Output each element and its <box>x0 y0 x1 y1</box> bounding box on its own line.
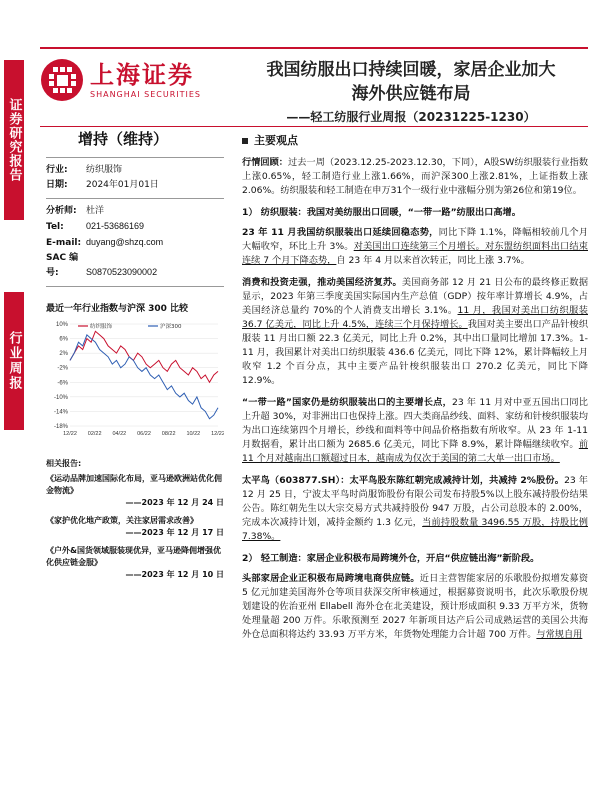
x-tick-label: 06/22 <box>137 431 151 437</box>
index-comparison-chart <box>46 314 224 444</box>
subsection-light-industry: 2） 轻工制造：家居企业积极布局跨境外仓，开启“供应链出海”新阶段。 <box>242 553 540 564</box>
x-tick-label: 12/22 <box>63 431 77 437</box>
logo-name-en: SHANGHAI SECURITIES <box>90 89 202 99</box>
related-report-title[interactable]: 《运动品牌加速国际化布局，亚马逊欧洲站优化佣金物流》 <box>46 474 222 495</box>
title-subtitle: ——轻工纺服行业周报（20231225-1230） <box>286 110 536 124</box>
divider <box>46 198 224 199</box>
subsection-textile: 1） 纺织服装：我国对美纺服出口回暖，“一带一路”纺服出口高增。 <box>242 207 521 218</box>
y-tick-label: -2% <box>57 365 68 372</box>
related-report-date: ——2023 年 12 月 24 日 <box>125 498 224 507</box>
y-tick-label: 2% <box>59 351 68 358</box>
sac-label: SAC 编号: <box>46 253 79 278</box>
main-content <box>242 134 588 650</box>
top-divider <box>40 47 588 49</box>
x-tick-label: 04/22 <box>112 431 127 437</box>
logo-mark-icon <box>40 58 84 102</box>
date-label: 日期: <box>46 180 68 190</box>
header-divider <box>40 126 588 127</box>
related-report-title[interactable]: 《家护优化地产政策，关注家居需求改善》 <box>46 516 198 525</box>
paragraph-belt-road: “一带一路”国家仍是纺织服装出口的主要增长点，23 年 11 月对中亚五国出口同比上升超 30%，对非洲出口也保持上涨。四大类商品纱线、面料、家纺和针梭织服装均为出口连续第四个月增长，纱线和面料等中间品价格指数有所收窄。从 23 年 1-11 月数据看，累计出口额为 2685.6 亿美元，同比下降 8.9%，累计降幅继续收窄。前 11 个月对越南出口额超过日本，越南成为仅次于美国的第二大单一出口市场。 <box>242 397 588 464</box>
x-tick-label: 02/22 <box>87 431 102 437</box>
report-title <box>236 58 586 125</box>
y-tick-label: 10% <box>55 322 68 328</box>
section-title: 主要观点 <box>242 134 588 148</box>
related-heading: 相关报告: <box>46 459 82 468</box>
paragraph-peacebird: 太平鸟（603877.SH）：太平鸟股东陈红朝完成减持计划，共减持 2%股份。23 年 12 月 25 日，宁波太平鸟时尚服饰股份有限公司发布持股5%以上股东减持股份结果公告。陈红朝先生以大宗交易方式共减持股份 947 万股，占公司总股本的 2.00%，完成本次减持计划，减持金额约 1.3 亿元，当前持股数量 3496.55 万股，持股比例 7.38%。 <box>242 475 588 542</box>
legend-label: 沪深300 <box>160 324 182 330</box>
divider <box>46 286 224 287</box>
date-value: 2024年01月01日 <box>86 180 159 190</box>
legend-label: 纺织服饰 <box>90 324 113 330</box>
sidebar <box>0 0 28 800</box>
rating: 增持（维持） <box>78 130 169 148</box>
report-category-label: 行业周报 <box>4 292 24 430</box>
meta-info <box>46 163 224 281</box>
divider <box>46 157 224 158</box>
related-report-date: ——2023 年 12 月 17 日 <box>125 528 224 537</box>
related-report-title[interactable]: 《户外&国货领域服装现优异，亚马逊降佣增强优化供应链金服》 <box>46 546 221 567</box>
email-link[interactable]: duyang@shzq.com <box>86 237 164 247</box>
title-line-1: 我国纺服出口持续回暖，家居企业加大 <box>266 60 556 80</box>
chart-title: 最近一年行业指数与沪深 300 比较 <box>46 304 189 314</box>
bullet-square-icon <box>242 138 248 144</box>
industry-label: 行业: <box>46 165 68 175</box>
x-tick-label: 12/22 <box>211 431 224 437</box>
analyst-label: 分析师: <box>46 206 77 216</box>
paragraph-us-economy: 消费和投资走强，推动美国经济复苏。美国商务部 12 月 21 日公布的最终修正数据显示，2023 年第三季度美国实际国内生产总值（GDP）按年率计算增长 4.9%，占美国经济总量约 70%的个人消费支出增长 3.1%。11 月，我国对美出口纺织服装 36.7 亿美元，同比上升 4.5%，连续三个月保持增长。我国对美主要出口产品针梭织服装 11 月出口额 22.3 亿美元，同比上升 0.2%，其中出口量同比增加 17.3%。1-11 月，我国累计对美出口纺织服装 436.6 亿美元，同比下降 12%，累计降幅较上月收窄 1.2 个百分点，其中主要产品针梭织服装出口 270.2 亿美元，同比下降 12.9%。 <box>242 277 589 386</box>
title-line-2: 海外供应链布局 <box>351 84 471 104</box>
tel-value: 021-53686169 <box>86 221 145 231</box>
y-tick-label: -14% <box>53 409 68 416</box>
paragraph-market-review: 行情回顾：过去一周（2023.12.25-2023.12.30，下同），A股SW纺织服装行业指数上涨0.65%，轻工制造行业上涨1.66%，而沪深300上涨2.81%，上证指数上涨2.06%。纺织服装和轻工制造在申万31个一级行业中涨幅分别为第26位和第19位。 <box>242 157 589 196</box>
left-column <box>46 128 224 587</box>
analyst-name: 杜洋 <box>86 206 105 216</box>
x-tick-label: 08/22 <box>161 431 176 437</box>
report-type-label: 证券研究报告 <box>4 60 24 220</box>
paragraph-export: 23 年 11 月我国纺织服装出口延续回稳态势，同比下降 1.1%，降幅相较前几个月大幅收窄，环比上升 3%。对美国出口连续第三个月增长。对东盟纺织面料出口结束连续 7 个月下降态势，自 23 年 4 月以来首次转正，同比上涨 3.7%。 <box>242 227 589 266</box>
company-logo <box>40 58 201 102</box>
series-line <box>70 335 218 419</box>
related-report-date: ——2023 年 12 月 10 日 <box>125 570 224 579</box>
paragraph-home-furnishing: 头部家居企业正积极布局跨境电商供应链。近日主营智能家居的乐歌股份拟增发募资 5 亿元加建美国海外仓等项目获深交所审核通过，根据募资说明书，此次乐歌股份规划建设的佐治亚州 Ellabell 海外仓在北美建设，预计形成面积 9.33 万平方米，货物处理量超 200 万件。乐歌预测至 2027 年新项目达产后公司成熟运营的美国公共海外仓总面积将达约 33.93 万平方米，年货物处理能力合计超 700 万件。与常规自用 <box>242 573 589 640</box>
related-reports <box>46 458 224 581</box>
y-tick-label: -10% <box>53 394 68 401</box>
sac-value: S0870523090002 <box>86 267 158 277</box>
y-tick-label: 6% <box>59 336 68 343</box>
x-tick-label: 10/22 <box>186 431 201 437</box>
industry-value: 纺织服饰 <box>86 165 123 175</box>
email-label: E-mail: <box>46 238 82 248</box>
logo-name-cn: 上海证券 <box>90 60 194 89</box>
y-tick-label: -6% <box>57 380 68 387</box>
y-tick-label: -18% <box>53 424 68 430</box>
tel-label: Tel: <box>46 222 64 232</box>
